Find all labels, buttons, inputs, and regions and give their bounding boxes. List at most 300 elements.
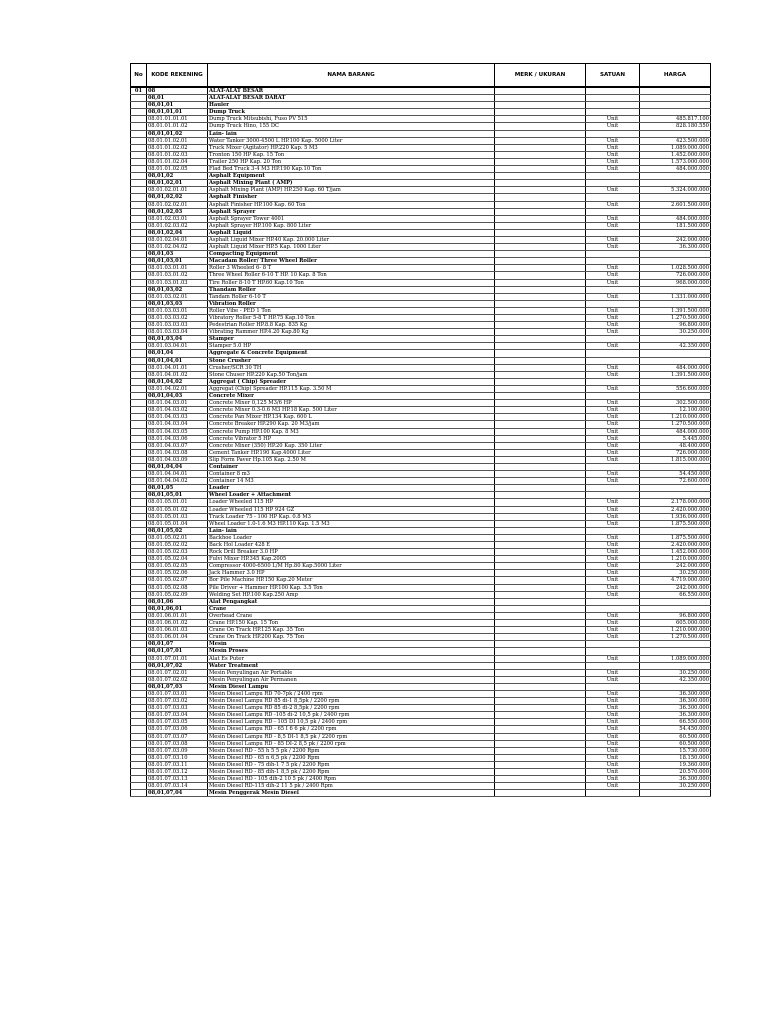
cell-no — [131, 130, 147, 137]
cell-nama-barang: Wheel Loader 1.0-1.6 M3 HP.110 Kap. 1.5 M3 — [208, 520, 495, 527]
cell-harga — [640, 229, 711, 236]
cell-kode-rekening: 08.01.07.03.05 — [147, 719, 208, 726]
cell-satuan — [586, 194, 640, 201]
table-row — [131, 769, 711, 776]
cell-satuan: Unit — [586, 428, 640, 435]
cell-no — [131, 272, 147, 279]
cell-satuan: Unit — [586, 740, 640, 747]
cell-kode-rekening: 08.01.05.01.02 — [147, 506, 208, 513]
cell-satuan: Unit — [586, 322, 640, 329]
cell-kode-rekening: 08.01.01.01.02 — [147, 123, 208, 130]
cell-satuan — [586, 790, 640, 797]
cell-merk-ukuran — [495, 109, 586, 116]
table-row — [131, 506, 711, 513]
cell-no — [131, 364, 147, 371]
cell-kode-rekening: 08.01.01.02.04 — [147, 158, 208, 165]
cell-no — [131, 492, 147, 499]
cell-satuan: Unit — [586, 158, 640, 165]
cell-kode-rekening: 08.01.02.04.02 — [147, 244, 208, 251]
cell-no — [131, 549, 147, 556]
cell-no — [131, 343, 147, 350]
cell-harga — [640, 393, 711, 400]
table-row — [131, 357, 711, 364]
cell-no — [131, 726, 147, 733]
cell-merk-ukuran — [495, 761, 586, 768]
cell-merk-ukuran — [495, 662, 586, 669]
cell-harga: 1.270.500.000 — [640, 634, 711, 641]
cell-harga — [640, 527, 711, 534]
cell-satuan: Unit — [586, 698, 640, 705]
cell-satuan: Unit — [586, 478, 640, 485]
cell-nama-barang: Concrete Pump HP.100 Kap. 8 M3 — [208, 428, 495, 435]
cell-nama-barang: Asphalt Liquid Mixer HP.40 Kap. 20.000 Liter — [208, 236, 495, 243]
cell-nama-barang: Dump Truck Mitsubishi, Fuso PV 515 — [208, 116, 495, 123]
cell-harga — [640, 102, 711, 109]
cell-nama-barang: Mesin Diesel Lampu RD -105 di-2 10,5 pk / 2400 rpm — [208, 712, 495, 719]
cell-harga: 2.601.500.000 — [640, 201, 711, 208]
table-row — [131, 300, 711, 307]
cell-kode-rekening: 08.01.05.02.02 — [147, 542, 208, 549]
cell-nama-barang: Compacting Equipment — [208, 251, 495, 258]
cell-nama-barang: Cement Tanker HP.190 Kap.4000 Liter — [208, 449, 495, 456]
cell-satuan — [586, 648, 640, 655]
cell-kode-rekening: 08,01,06,01 — [147, 605, 208, 612]
cell-kode-rekening: 08.01.06.01.04 — [147, 634, 208, 641]
table-row — [131, 634, 711, 641]
cell-satuan: Unit — [586, 676, 640, 683]
cell-merk-ukuran — [495, 676, 586, 683]
cell-nama-barang: Slip Form Paver Hp.105 Kap. 2.50 M — [208, 456, 495, 463]
cell-satuan — [586, 492, 640, 499]
cell-satuan — [586, 173, 640, 180]
cell-nama-barang: Mesin Diesel RD - 55 h 5 5 pk / 2200 Rpm — [208, 747, 495, 754]
cell-merk-ukuran — [495, 527, 586, 534]
cell-kode-rekening: 08.01.07.03.08 — [147, 740, 208, 747]
table-row — [131, 215, 711, 222]
cell-kode-rekening: 08.01.07.03.02 — [147, 698, 208, 705]
cell-no — [131, 371, 147, 378]
cell-nama-barang: Asphalt Finisher HP.100 Kap. 60 Ton — [208, 201, 495, 208]
cell-no — [131, 222, 147, 229]
cell-merk-ukuran — [495, 435, 586, 442]
cell-kode-rekening: 08.01.05.02.08 — [147, 584, 208, 591]
cell-merk-ukuran — [495, 655, 586, 662]
cell-satuan: Unit — [586, 201, 640, 208]
cell-kode-rekening: 08.01.07.03.01 — [147, 690, 208, 697]
cell-merk-ukuran — [495, 258, 586, 265]
table-row — [131, 187, 711, 194]
cell-nama-barang: Alat Pengangkat — [208, 598, 495, 605]
table-row — [131, 577, 711, 584]
cell-nama-barang: Flad Bed Truck 3-4 M3 HP.190 Kap.10 Ton — [208, 166, 495, 173]
header-kode-rekening: KODE REKENING — [147, 64, 208, 88]
cell-merk-ukuran — [495, 293, 586, 300]
cell-nama-barang: Aggregate & Concrete Equipment — [208, 350, 495, 357]
cell-no — [131, 719, 147, 726]
cell-merk-ukuran — [495, 776, 586, 783]
table-row — [131, 449, 711, 456]
cell-nama-barang: Rock Drill Breaker 3.0 HP — [208, 549, 495, 556]
cell-nama-barang: Asphalt Sprayer Tower 4001 — [208, 215, 495, 222]
cell-no — [131, 279, 147, 286]
cell-harga: 1.210.000.000 — [640, 414, 711, 421]
cell-nama-barang: Loader Wheeled 115 HP — [208, 499, 495, 506]
cell-kode-rekening: 08.01.06.01.01 — [147, 612, 208, 619]
cell-satuan: Unit — [586, 187, 640, 194]
cell-no — [131, 300, 147, 307]
cell-no — [131, 258, 147, 265]
cell-no — [131, 598, 147, 605]
cell-nama-barang: Mesin Diesel Lampu RD 85 di-1 8,5pk / 2200 rpm — [208, 698, 495, 705]
cell-no — [131, 456, 147, 463]
cell-no — [131, 676, 147, 683]
cell-merk-ukuran — [495, 485, 586, 492]
cell-harga: 242.000.000 — [640, 236, 711, 243]
cell-nama-barang: Truck Mixer (Agitator) HP.220 Kap. 5 M3 — [208, 144, 495, 151]
cell-kode-rekening: 08.01.02.01.01 — [147, 187, 208, 194]
cell-nama-barang: Asphalt Sprayer HP.100 Kap. 800 Liter — [208, 222, 495, 229]
cell-kode-rekening: 08.01.02.03.01 — [147, 215, 208, 222]
cell-satuan: Unit — [586, 400, 640, 407]
cell-nama-barang: ALAT-ALAT BESAR — [208, 87, 495, 95]
cell-merk-ukuran — [495, 705, 586, 712]
cell-merk-ukuran — [495, 194, 586, 201]
table-row — [131, 428, 711, 435]
cell-merk-ukuran — [495, 634, 586, 641]
table-row — [131, 109, 711, 116]
cell-satuan — [586, 605, 640, 612]
cell-no — [131, 563, 147, 570]
cell-no — [131, 634, 147, 641]
cell-kode-rekening: 08.01.06.01.03 — [147, 627, 208, 634]
cell-harga: 1.875.500.000 — [640, 520, 711, 527]
cell-harga — [640, 492, 711, 499]
cell-no — [131, 144, 147, 151]
cell-no — [131, 655, 147, 662]
cell-no — [131, 485, 147, 492]
table-row — [131, 95, 711, 102]
cell-kode-rekening: 08.01.03.04.01 — [147, 343, 208, 350]
table-row — [131, 740, 711, 747]
cell-harga: 42.350.000 — [640, 343, 711, 350]
cell-nama-barang: Hauler — [208, 102, 495, 109]
cell-harga — [640, 485, 711, 492]
table-row — [131, 776, 711, 783]
cell-satuan: Unit — [586, 520, 640, 527]
cell-harga: 5.445.000 — [640, 435, 711, 442]
header-satuan: SATUAN — [586, 64, 640, 88]
cell-merk-ukuran — [495, 584, 586, 591]
cell-nama-barang: Mesin Penggerak Mesin Diesel — [208, 790, 495, 797]
cell-harga: 30.250.000 — [640, 329, 711, 336]
cell-merk-ukuran — [495, 421, 586, 428]
cell-merk-ukuran — [495, 208, 586, 215]
cell-no — [131, 329, 147, 336]
cell-nama-barang: Mesin Proses — [208, 648, 495, 655]
table-row — [131, 244, 711, 251]
cell-nama-barang: Stone Chuser HP.220 Kap.50 Ton/jam — [208, 371, 495, 378]
cell-kode-rekening: 08,01,01,02 — [147, 130, 208, 137]
cell-no — [131, 336, 147, 343]
cell-satuan — [586, 208, 640, 215]
table-row — [131, 513, 711, 520]
table-row — [131, 761, 711, 768]
cell-no — [131, 705, 147, 712]
cell-satuan — [586, 95, 640, 102]
cell-kode-rekening: 08.01.04.03.06 — [147, 435, 208, 442]
cell-merk-ukuran — [495, 534, 586, 541]
cell-harga: 18.150.000 — [640, 754, 711, 761]
cell-no — [131, 776, 147, 783]
cell-no — [131, 187, 147, 194]
cell-nama-barang: Asphalt Liquid — [208, 229, 495, 236]
cell-satuan: Unit — [586, 442, 640, 449]
cell-no — [131, 769, 147, 776]
header-merk-ukuran: MERK / UKURAN — [495, 64, 586, 88]
cell-kode-rekening: 08.01.07.01.01 — [147, 655, 208, 662]
cell-merk-ukuran — [495, 137, 586, 144]
cell-no — [131, 350, 147, 357]
cell-harga: 302.500.000 — [640, 400, 711, 407]
cell-merk-ukuran — [495, 719, 586, 726]
cell-nama-barang: Mesin Diesel RD - 85 dih-1 8,5 pk / 2200 Rpm — [208, 769, 495, 776]
cell-satuan — [586, 463, 640, 470]
cell-merk-ukuran — [495, 769, 586, 776]
cell-kode-rekening: 08,01,02,01 — [147, 180, 208, 187]
cell-no — [131, 662, 147, 669]
cell-nama-barang: Crane — [208, 605, 495, 612]
table-row — [131, 258, 711, 265]
cell-merk-ukuran — [495, 236, 586, 243]
cell-no — [131, 612, 147, 619]
cell-nama-barang: Mesin Diesel Lampu RD - 65 I 6 6 pk / 2200 rpm — [208, 726, 495, 733]
cell-satuan: Unit — [586, 371, 640, 378]
table-row — [131, 463, 711, 470]
cell-merk-ukuran — [495, 449, 586, 456]
cell-satuan — [586, 109, 640, 116]
cell-nama-barang: Mesin Diesel Lampu RD - 8,5 DI-1 8,5 pk / 2200 rpm — [208, 733, 495, 740]
cell-satuan: Unit — [586, 343, 640, 350]
cell-merk-ukuran — [495, 329, 586, 336]
cell-satuan — [586, 102, 640, 109]
table-row — [131, 492, 711, 499]
cell-kode-rekening: 08.01.04.03.07 — [147, 442, 208, 449]
table-row — [131, 151, 711, 158]
cell-kode-rekening: 08,01,01,01 — [147, 109, 208, 116]
cell-nama-barang: Aggregat ( Chip) Spreader — [208, 378, 495, 385]
cell-no — [131, 265, 147, 272]
cell-no — [131, 556, 147, 563]
table-row — [131, 123, 711, 130]
cell-no — [131, 421, 147, 428]
cell-merk-ukuran — [495, 102, 586, 109]
cell-no — [131, 109, 147, 116]
cell-harga: 66.550.000 — [640, 719, 711, 726]
cell-nama-barang: Bor Pile Machine HP.150 Kap.20 Meter — [208, 577, 495, 584]
cell-harga: 484.000.000 — [640, 166, 711, 173]
cell-merk-ukuran — [495, 605, 586, 612]
cell-harga: 4.719.000.000 — [640, 577, 711, 584]
cell-merk-ukuran — [495, 286, 586, 293]
cell-harga — [640, 258, 711, 265]
cell-no — [131, 385, 147, 392]
table-row — [131, 371, 711, 378]
table-row — [131, 364, 711, 371]
cell-satuan: Unit — [586, 542, 640, 549]
table-row — [131, 790, 711, 797]
cell-satuan: Unit — [586, 719, 640, 726]
cell-nama-barang: Stamper — [208, 336, 495, 343]
cell-nama-barang: Track Loader 75 - 100 HP Kap. 0.8 M3 — [208, 513, 495, 520]
cell-no — [131, 712, 147, 719]
cell-satuan — [586, 357, 640, 364]
cell-harga — [640, 87, 711, 95]
cell-kode-rekening: 08,01,01 — [147, 102, 208, 109]
cell-satuan — [586, 180, 640, 187]
cell-no — [131, 180, 147, 187]
cell-nama-barang: Concrete Mixer 0.3-0.6 M3 HP.18 Kap. 500 Liter — [208, 407, 495, 414]
cell-nama-barang: Mesin Diesel Lampu RD - 85 DI-2 8,5 pk / 2200 rpm — [208, 740, 495, 747]
cell-nama-barang: Aggregat (Chip) Spreader HP.115 Kap. 3.50 M — [208, 385, 495, 392]
cell-merk-ukuran — [495, 690, 586, 697]
cell-kode-rekening: 08.01.05.02.05 — [147, 563, 208, 570]
table-row — [131, 137, 711, 144]
cell-harga — [640, 357, 711, 364]
cell-satuan: Unit — [586, 513, 640, 520]
cell-satuan — [586, 258, 640, 265]
cell-harga: 36.300.000 — [640, 705, 711, 712]
cell-satuan: Unit — [586, 612, 640, 619]
cell-satuan: Unit — [586, 669, 640, 676]
cell-merk-ukuran — [495, 400, 586, 407]
cell-kode-rekening: 08,01 — [147, 95, 208, 102]
cell-nama-barang: Mesin Penyulingan Air Permanen — [208, 676, 495, 683]
cell-no — [131, 378, 147, 385]
cell-merk-ukuran — [495, 201, 586, 208]
cell-harga: 2.178.000.000 — [640, 499, 711, 506]
cell-harga: 1.089.000.000 — [640, 144, 711, 151]
cell-nama-barang: Mesin Diesel Lampu RD 70-7pk / 2400 rpm — [208, 690, 495, 697]
cell-satuan: Unit — [586, 151, 640, 158]
cell-harga: 54.450.000 — [640, 726, 711, 733]
cell-merk-ukuran — [495, 669, 586, 676]
cell-nama-barang: Pile Driver + Hammer HP.100 Kap. 3.5 Ton — [208, 584, 495, 591]
table-row — [131, 265, 711, 272]
table-row — [131, 726, 711, 733]
cell-harga: 1.028.500.000 — [640, 265, 711, 272]
cell-no — [131, 449, 147, 456]
cell-nama-barang: Tire Roller 8-10 T HP.60 Kap.10 Ton — [208, 279, 495, 286]
cell-harga: 485.817.100 — [640, 116, 711, 123]
cell-no — [131, 754, 147, 761]
cell-merk-ukuran — [495, 364, 586, 371]
cell-harga: 828.180.550 — [640, 123, 711, 130]
cell-kode-rekening: 08.01.04.01.01 — [147, 364, 208, 371]
cell-harga — [640, 173, 711, 180]
cell-nama-barang: Vibration Roller — [208, 300, 495, 307]
cell-harga — [640, 790, 711, 797]
cell-harga: 36.300.000 — [640, 698, 711, 705]
cell-nama-barang: Mesin Diesel RD - 65 n 6,5 pk / 2200 Rpm — [208, 754, 495, 761]
cell-kode-rekening: 08 — [147, 87, 208, 95]
cell-satuan — [586, 130, 640, 137]
cell-kode-rekening: 08,01,04 — [147, 350, 208, 357]
cell-merk-ukuran — [495, 95, 586, 102]
cell-harga: 2.420.000.000 — [640, 542, 711, 549]
cell-satuan: Unit — [586, 329, 640, 336]
cell-harga: 1.210.000.000 — [640, 556, 711, 563]
cell-no — [131, 244, 147, 251]
cell-nama-barang: Lain- lain — [208, 527, 495, 534]
cell-harga: 60.500.000 — [640, 733, 711, 740]
cell-kode-rekening: 08,01,03,02 — [147, 286, 208, 293]
cell-harga: 556.600.000 — [640, 385, 711, 392]
cell-merk-ukuran — [495, 244, 586, 251]
cell-kode-rekening: 08.01.03.03.03 — [147, 322, 208, 329]
cell-no — [131, 627, 147, 634]
table-row — [131, 676, 711, 683]
cell-kode-rekening: 08.01.07.03.04 — [147, 712, 208, 719]
cell-merk-ukuran — [495, 463, 586, 470]
cell-kode-rekening: 08,01,05 — [147, 485, 208, 492]
cell-merk-ukuran — [495, 612, 586, 619]
cell-kode-rekening: 08.01.05.02.04 — [147, 556, 208, 563]
cell-harga: 1.270.500.000 — [640, 315, 711, 322]
cell-satuan: Unit — [586, 471, 640, 478]
cell-no — [131, 293, 147, 300]
cell-satuan — [586, 683, 640, 690]
cell-merk-ukuran — [495, 627, 586, 634]
cell-no — [131, 236, 147, 243]
cell-nama-barang: Stone Crusher — [208, 357, 495, 364]
cell-nama-barang: ALAT-ALAT BESAR DARAT — [208, 95, 495, 102]
cell-no — [131, 506, 147, 513]
table-row — [131, 648, 711, 655]
cell-satuan: Unit — [586, 563, 640, 570]
cell-merk-ukuran — [495, 166, 586, 173]
cell-harga — [640, 598, 711, 605]
table-row — [131, 612, 711, 619]
cell-satuan: Unit — [586, 166, 640, 173]
table-row — [131, 499, 711, 506]
cell-kode-rekening: 08,01,02,04 — [147, 229, 208, 236]
table-row — [131, 378, 711, 385]
cell-merk-ukuran — [495, 251, 586, 258]
cell-harga — [640, 251, 711, 258]
table-row — [131, 272, 711, 279]
header-no: No — [131, 64, 147, 88]
cell-merk-ukuran — [495, 726, 586, 733]
cell-satuan: Unit — [586, 627, 640, 634]
cell-merk-ukuran — [495, 683, 586, 690]
cell-harga: 484.000.000 — [640, 215, 711, 222]
cell-merk-ukuran — [495, 456, 586, 463]
cell-satuan: Unit — [586, 421, 640, 428]
cell-merk-ukuran — [495, 641, 586, 648]
cell-no — [131, 513, 147, 520]
cell-harga: 242.000.000 — [640, 584, 711, 591]
cell-nama-barang: Roller 3 Wheeled 6- 8 T — [208, 265, 495, 272]
cell-merk-ukuran — [495, 577, 586, 584]
cell-harga — [640, 350, 711, 357]
table-row — [131, 598, 711, 605]
cell-merk-ukuran — [495, 322, 586, 329]
cell-satuan: Unit — [586, 747, 640, 754]
cell-merk-ukuran — [495, 222, 586, 229]
cell-satuan: Unit — [586, 116, 640, 123]
cell-no — [131, 137, 147, 144]
cell-satuan: Unit — [586, 761, 640, 768]
